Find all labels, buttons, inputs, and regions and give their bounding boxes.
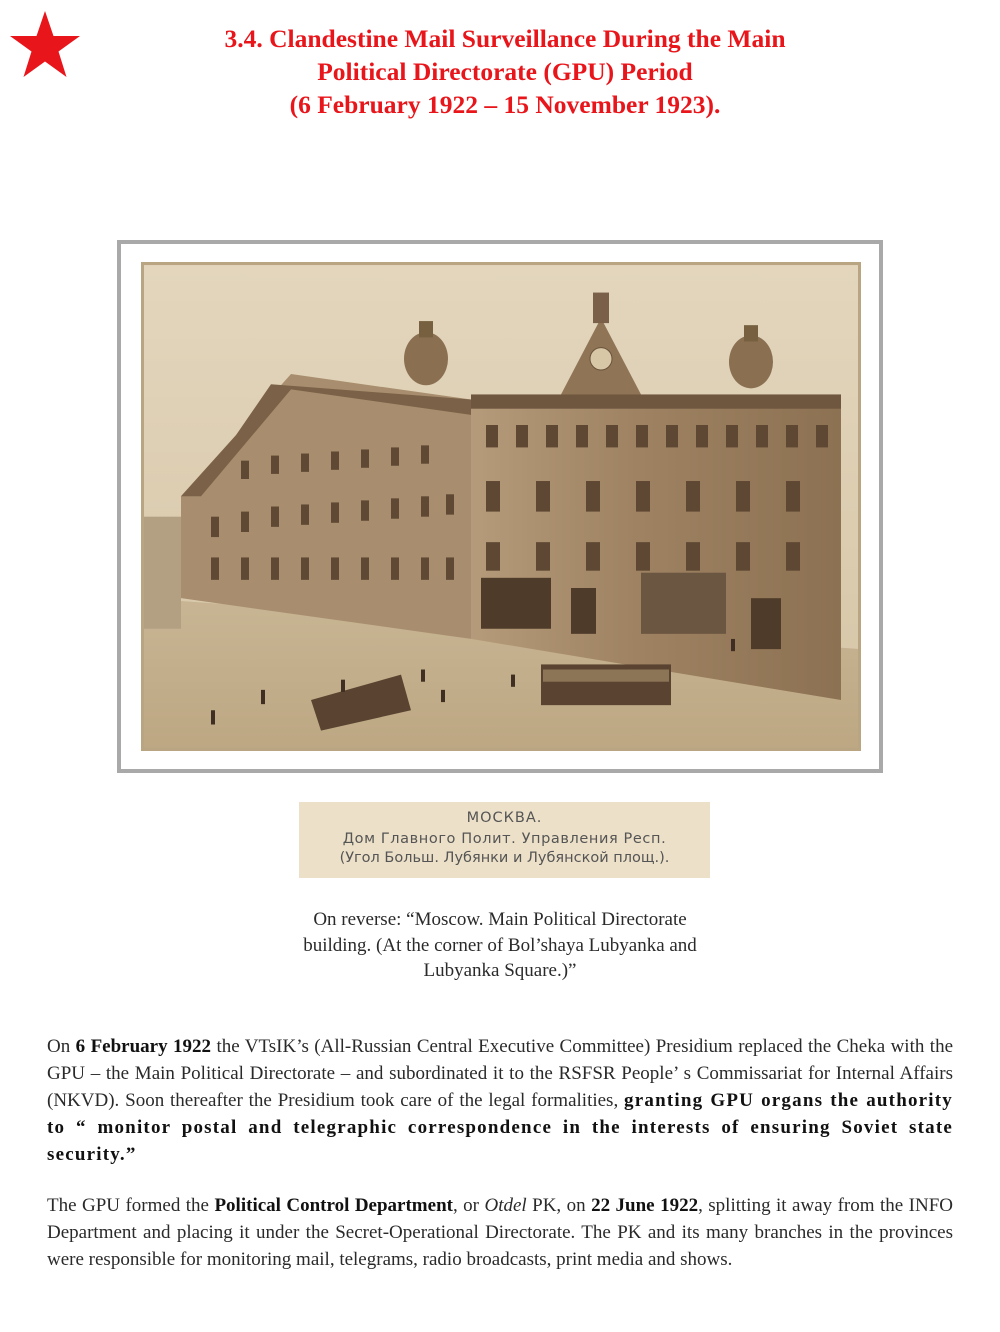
reverse-line-1: On reverse: “Moscow. Main Political Directorate xyxy=(313,909,687,930)
red-star-icon xyxy=(8,9,82,81)
title-line-1: 3.4. Clandestine Mail Surveillance During the Main xyxy=(224,24,786,53)
body-paragraph-2 xyxy=(47,1192,953,1273)
title-line-3: (6 February 1922 – 15 November 1923). xyxy=(289,90,721,119)
p1-text-2: the VTsIK’s (All-Russian Central Executive Committee) Presidium replaced the Cheka with the GPU – the Main Political Directorate – and subordinated it to the RSFSR People’ s Commissariat for Internal Affairs (NKVD). Soon thereafter the Presidium took care of the legal formalities, xyxy=(47,1036,953,1111)
p2-text-2: , or xyxy=(452,1195,485,1216)
postcard-caption-clipping xyxy=(299,802,710,878)
p1-date-bold: 6 February 1922 xyxy=(75,1036,212,1057)
reverse-line-2: building. (At the corner of Bol’shaya Lubyanka and xyxy=(303,934,697,956)
caption-building: Дом Главного Полит. Управления Респ. xyxy=(342,831,667,847)
body-paragraph-1 xyxy=(47,1033,953,1168)
caption-location: (Угол Больш. Лубянки и Лубянской площ.). xyxy=(339,850,670,866)
caption-city: МОСКВА. xyxy=(466,810,543,826)
postcard-frame xyxy=(117,240,883,773)
reverse-translation xyxy=(250,907,750,984)
p2-department-bold: Political Control Department xyxy=(214,1195,453,1216)
p2-text-1: The GPU formed the xyxy=(47,1195,215,1216)
reverse-line-3: Lubyanka Square.)” xyxy=(423,960,577,981)
p2-text-3: PK, on xyxy=(526,1195,592,1216)
p2-date-bold: 22 June 1922 xyxy=(591,1195,699,1216)
postcard-mat xyxy=(121,244,879,769)
p2-text-4: , splitting it away from the INFO Department and placing it under the Secret-Operational Directorate. The PK and its many branches in the provinces were responsible for monitoring mail, telegrams, radio broadcasts, print media and shows. xyxy=(47,1195,953,1270)
page-title xyxy=(120,22,890,121)
p1-text-1: On xyxy=(47,1036,76,1057)
postcard-photo xyxy=(141,262,861,751)
title-line-2: Political Directorate (GPU) Period xyxy=(317,57,693,86)
p1-quote-bold: granting GPU organs the authority to “ monitor postal and telegraphic correspondence in the interests of ensuring Soviet state security.” xyxy=(47,1090,953,1165)
p2-otdel-italic: Otdel xyxy=(484,1195,527,1216)
